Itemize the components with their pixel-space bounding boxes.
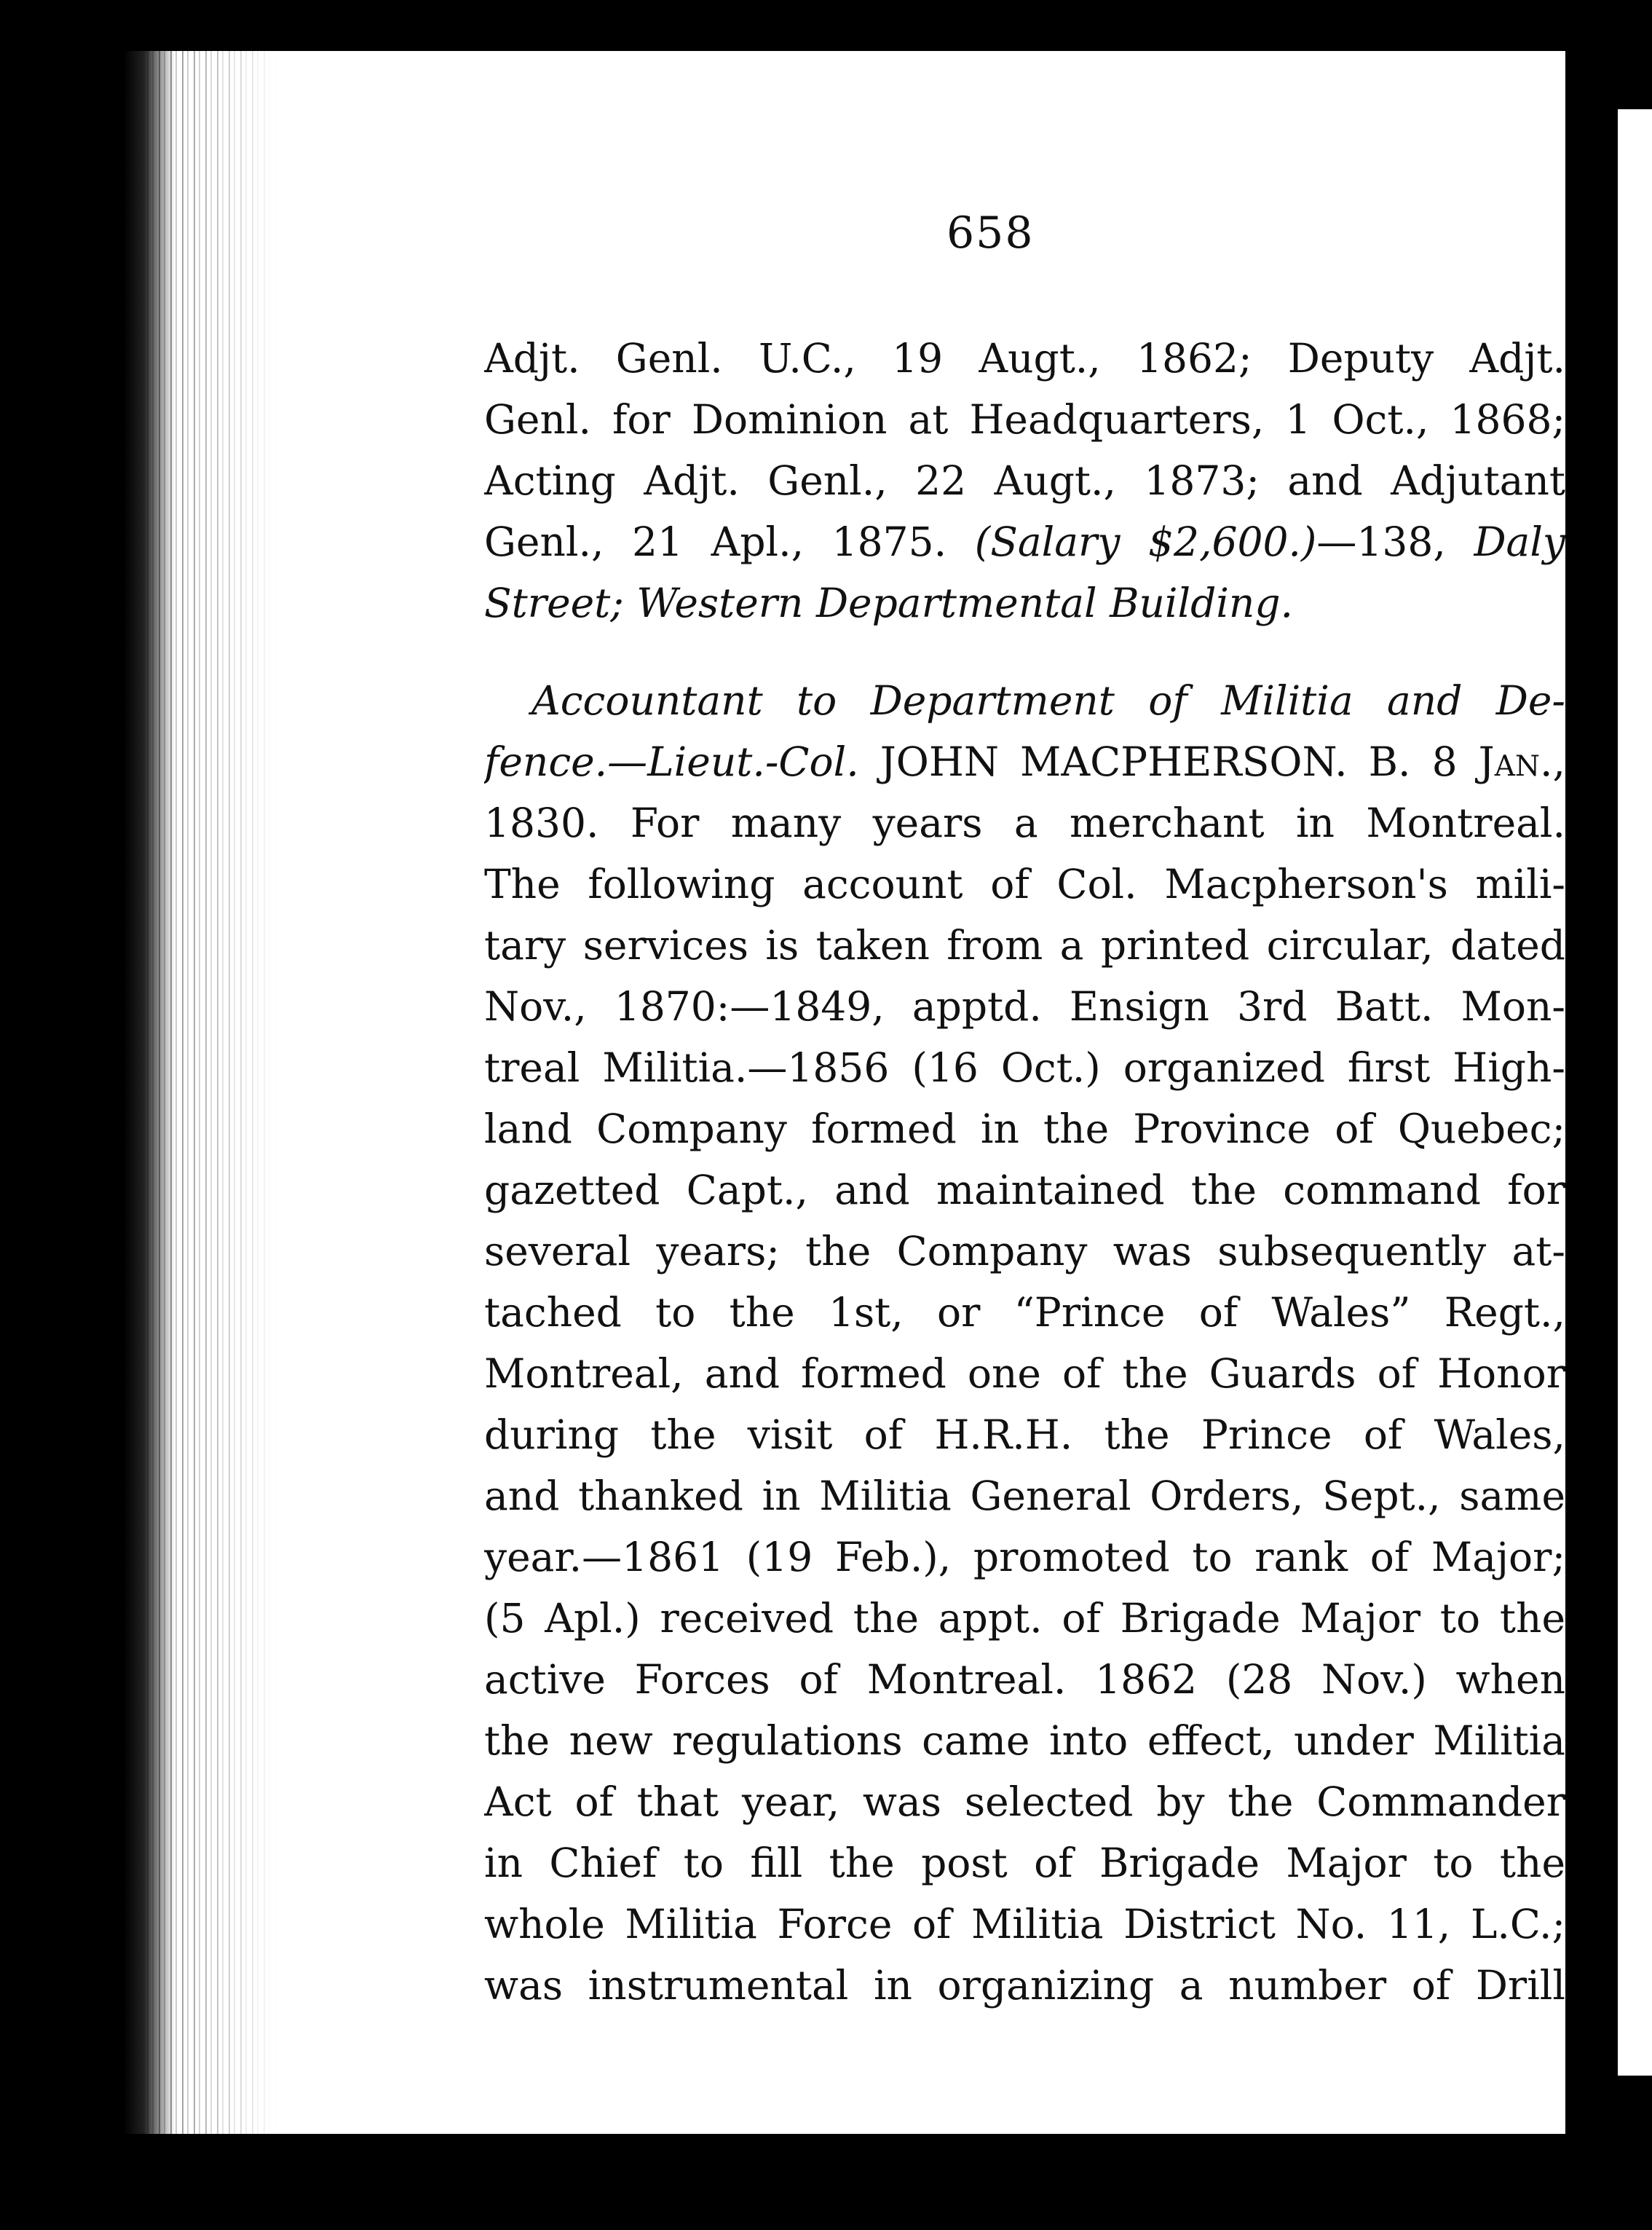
text-run: Act of that year, was selected by the Commander [484, 1778, 1565, 1825]
text-line [484, 1159, 1565, 1221]
text-run: Genl. for Dominion at Headquarters, 1 Oct., 1868; [484, 396, 1565, 443]
text-run: Adjt. Genl. U.C., 19 Augt., 1862; Deputy Adjt. [484, 335, 1565, 382]
text-line [484, 1894, 1565, 1955]
text-line [484, 1037, 1565, 1098]
text-line [484, 854, 1565, 915]
text-line [484, 1955, 1565, 2016]
text-run: the new regulations came into effect, under Militia [484, 1717, 1565, 1764]
person-name: JOHN MACPHERSON. B. 8 Jan., [858, 738, 1565, 785]
right-page-edge [1565, 51, 1616, 2134]
text-line [484, 328, 1565, 389]
gutter-shadow [124, 51, 175, 2134]
text-run: —138, [1316, 519, 1474, 565]
text-run: in Chief to fill the post of Brigade Major to the [484, 1840, 1565, 1886]
text-line [484, 1098, 1565, 1159]
text-line [484, 976, 1565, 1037]
text-run: Daly [1474, 519, 1565, 565]
text-line [484, 1771, 1565, 1832]
text-run: active Forces of Montreal. 1862 (28 Nov.) when [484, 1656, 1565, 1703]
text-line [484, 731, 1565, 792]
text-run: The following account of Col. Macpherson's mili- [484, 861, 1565, 907]
text-run: during the visit of H.R.H. the Prince of Wales, [484, 1411, 1565, 1458]
text-line [484, 511, 1565, 572]
text-run: treal Militia.—1856 (16 Oct.) organized first High- [484, 1044, 1565, 1091]
text-run: Genl., 21 Apl., 1875. [484, 519, 975, 565]
text-run: several years; the Company was subsequently at- [484, 1228, 1565, 1274]
page-number: 658 [946, 208, 1035, 259]
text-line [484, 670, 1565, 731]
text-run: and thanked in Militia General Orders, Sept., same [484, 1473, 1565, 1519]
text-line [484, 1526, 1565, 1588]
text-run: land Company formed in the Province of Quebec; [484, 1106, 1565, 1152]
text-line [484, 1343, 1565, 1404]
text-run: Nov., 1870:—1849, apptd. Ensign 3rd Batt. Mon- [484, 983, 1565, 1030]
text-line [484, 1221, 1565, 1282]
text-line [484, 389, 1565, 450]
text-line [484, 572, 1565, 634]
text-run: (5 Apl.) received the appt. of Brigade Major to the [484, 1595, 1565, 1642]
section-heading: Accountant to Department of Militia and De- [531, 677, 1565, 724]
text-run: whole Militia Force of Militia District No. 11, L.C.; [484, 1901, 1565, 1947]
text-run: tary services is taken from a printed circular, dated [484, 922, 1565, 969]
text-line [484, 1649, 1565, 1710]
address-text: Street; Western Departmental Building. [484, 580, 1294, 626]
text-line [484, 1282, 1565, 1343]
text-run: was instrumental in organizing a number of Drill [484, 1962, 1565, 2009]
text-run: gazetted Capt., and maintained the command for [484, 1167, 1565, 1213]
text-line [484, 792, 1565, 854]
next-page-sliver [1618, 109, 1652, 2076]
text-run: year.—1861 (19 Feb.), promoted to rank of Major; [484, 1534, 1565, 1580]
text-line [484, 450, 1565, 511]
text-line [484, 1588, 1565, 1649]
text-run: 1830. For many years a merchant in Montreal. [484, 800, 1565, 846]
section-heading: fence.—Lieut.-Col. [484, 738, 859, 785]
text-line [484, 1465, 1565, 1526]
text-run: tached to the 1st, or “Prince of Wales” Regt., [484, 1289, 1565, 1336]
text-line [484, 915, 1565, 976]
text-line [484, 1404, 1565, 1465]
text-line [484, 1832, 1565, 1894]
salary-text: (Salary $2,600.) [974, 519, 1317, 565]
text-line [484, 1710, 1565, 1771]
text-run: Montreal, and formed one of the Guards of Honor [484, 1350, 1565, 1397]
text-run: Acting Adjt. Genl., 22 Augt., 1873; and Adjutant [484, 457, 1565, 504]
